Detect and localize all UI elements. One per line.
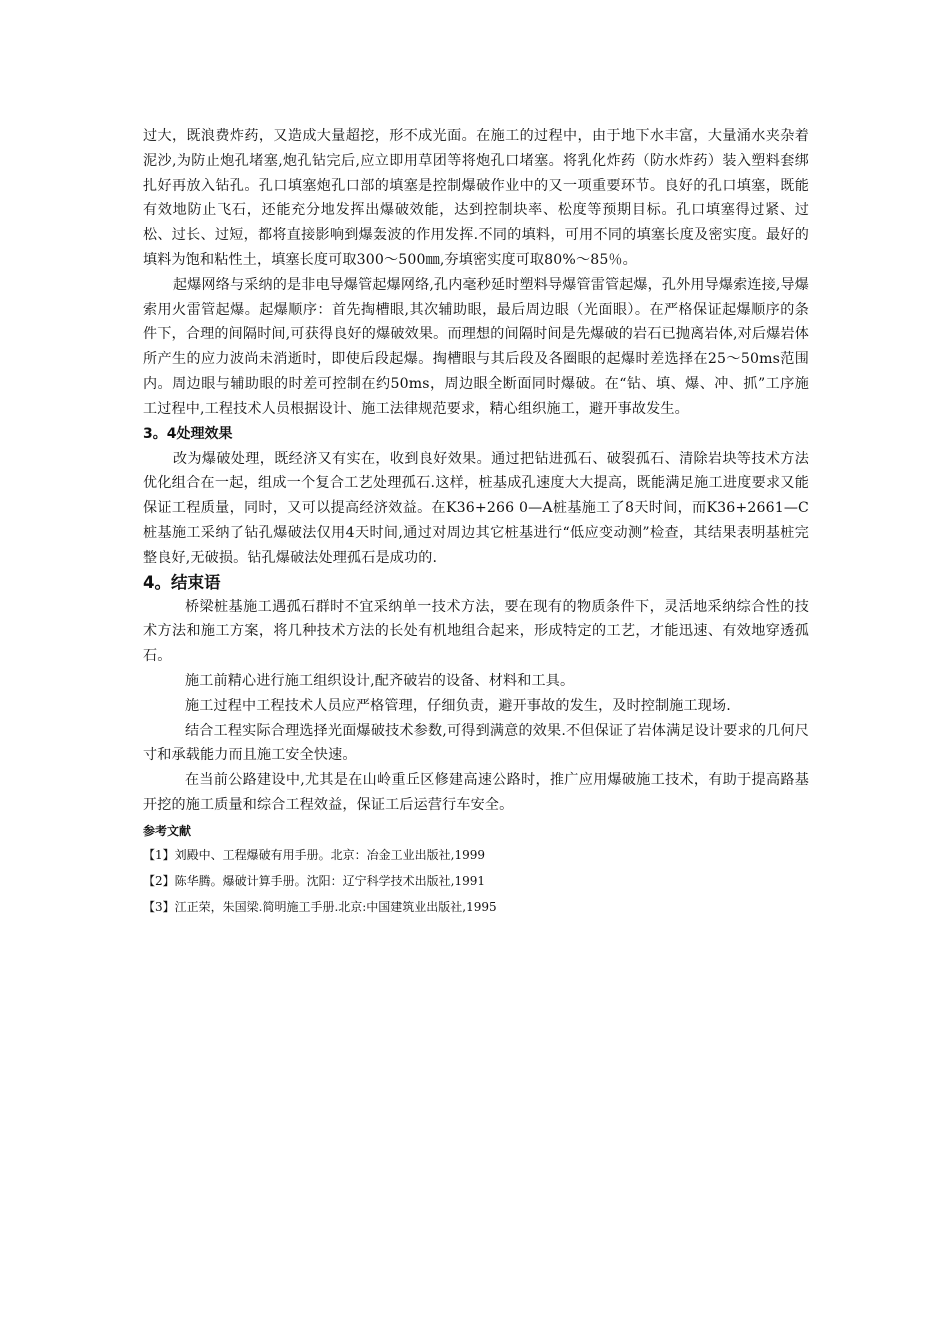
references-title: 参考文献	[143, 823, 192, 838]
section-heading-3-4: 3。4处理效果	[143, 425, 233, 442]
document-body	[143, 124, 809, 920]
reference-item-3: 【3】江正荣，朱国梁.简明施工手册.北京:中国建筑业出版社,1995	[143, 899, 497, 914]
paragraph-conclusion-5: 在当前公路建设中,尤其是在山岭重丘区修建高速公路时，推广应用爆破施工技术，有助于提高路基开挖的施工质量和综合工程效益，保证工后运营行车安全。	[143, 772, 809, 813]
paragraph-blast-hole-stemming: 过大，既浪费炸药，又造成大量超挖，形不成光面。在施工的过程中，由于地下水丰富，大量涌水夹杂着泥沙,为防止炮孔堵塞,炮孔钻完后,应立即用草团等将炮孔口堵塞。将乳化炸药（防水炸药）装入塑料套绑扎好再放入钻孔。孔口填塞炮孔口部的填塞是控制爆破作业中的又一项重要环节。良好的孔口填塞，既能有效地防止飞石，还能充分地发挥出爆破效能，达到控制块率、松度等预期目标。孔口填塞得过紧、过松、过长、过短，都将直接影响到爆轰波的作用发挥.不同的填料，可用不同的填塞长度及密实度。最好的填料为饱和粘性土，填塞长度可取300～500㎜,夯填密实度可取80%～85％。	[143, 128, 809, 268]
paragraph-conclusion-2: 施工前精心进行施工组织设计,配齐破岩的设备、材料和工具。	[185, 672, 575, 689]
reference-item-2: 【2】陈华腾。爆破计算手册。沈阳：辽宁科学技术出版社,1991	[143, 873, 485, 888]
paragraph-initiation-network: 起爆网络与采纳的是非电导爆管起爆网络,孔内毫秒延时塑料导爆管雷管起爆，孔外用导爆索连接,导爆索用火雷管起爆。起爆顺序：首先掏槽眼,其次辅助眼，最后周边眼（光面眼）。在严格保证起爆顺序的条件下，合理的间隔时间,可获得良好的爆破效果。而理想的间隔时间是先爆破的岩石已抛离岩体,对后爆岩体所产生的应力波尚未消逝时，即使后段起爆。掏槽眼与其后段及各圈眼的起爆时差选择在25～50ms范围内。周边眼与辅助眼的时差可控制在约50ms，周边眼全断面同时爆破。在“钻、填、爆、冲、抓”工序施工过程中,工程技术人员根据设计、施工法律规范要求，精心组织施工，避开事故发生。	[143, 276, 809, 417]
paragraph-conclusion-4: 结合工程实际合理选择光面爆破技术参数,可得到满意的效果.不但保证了岩体满足设计要求的几何尺寸和承载能力而且施工安全快速。	[143, 722, 809, 764]
reference-item-1: 【1】刘殿中、工程爆破有用手册。北京：冶金工业出版社,1999	[143, 847, 485, 862]
paragraph-conclusion-3: 施工过程中工程技术人员应严格管理，仔细负责，避开事故的发生，及时控制施工现场.	[185, 697, 731, 714]
paragraph-conclusion-1: 桥梁桩基施工遇孤石群时不宜采纳单一技术方法，要在现有的物质条件下，灵活地采纳综合性的技术方法和施工方案，将几种技术方法的长处有机地组合起来，形成特定的工艺，才能迅速、有效地穿透孤石。	[143, 598, 809, 665]
section-heading-conclusion: 4。结束语	[143, 572, 221, 592]
paragraph-treatment-effect: 改为爆破处理，既经济又有实在，收到良好效果。通过把钻进孤石、破裂孤石、清除岩块等技术方法优化组合在一起，组成一个复合工艺处理孤石.这样，桩基成孔速度大大提高，既能满足施工进度要求又能保证工程质量，同时，又可以提高经济效益。在K36+266 0—A桩基施工了8天时间，而K36+2661—C 桩基施工采纳了钻孔爆破法仅用4天时间,通过对周边其它桩基进行“低应变动测”检查，其结果表明基桩完整良好,无破损。钻孔爆破法处理孤石是成功的.	[143, 450, 809, 566]
